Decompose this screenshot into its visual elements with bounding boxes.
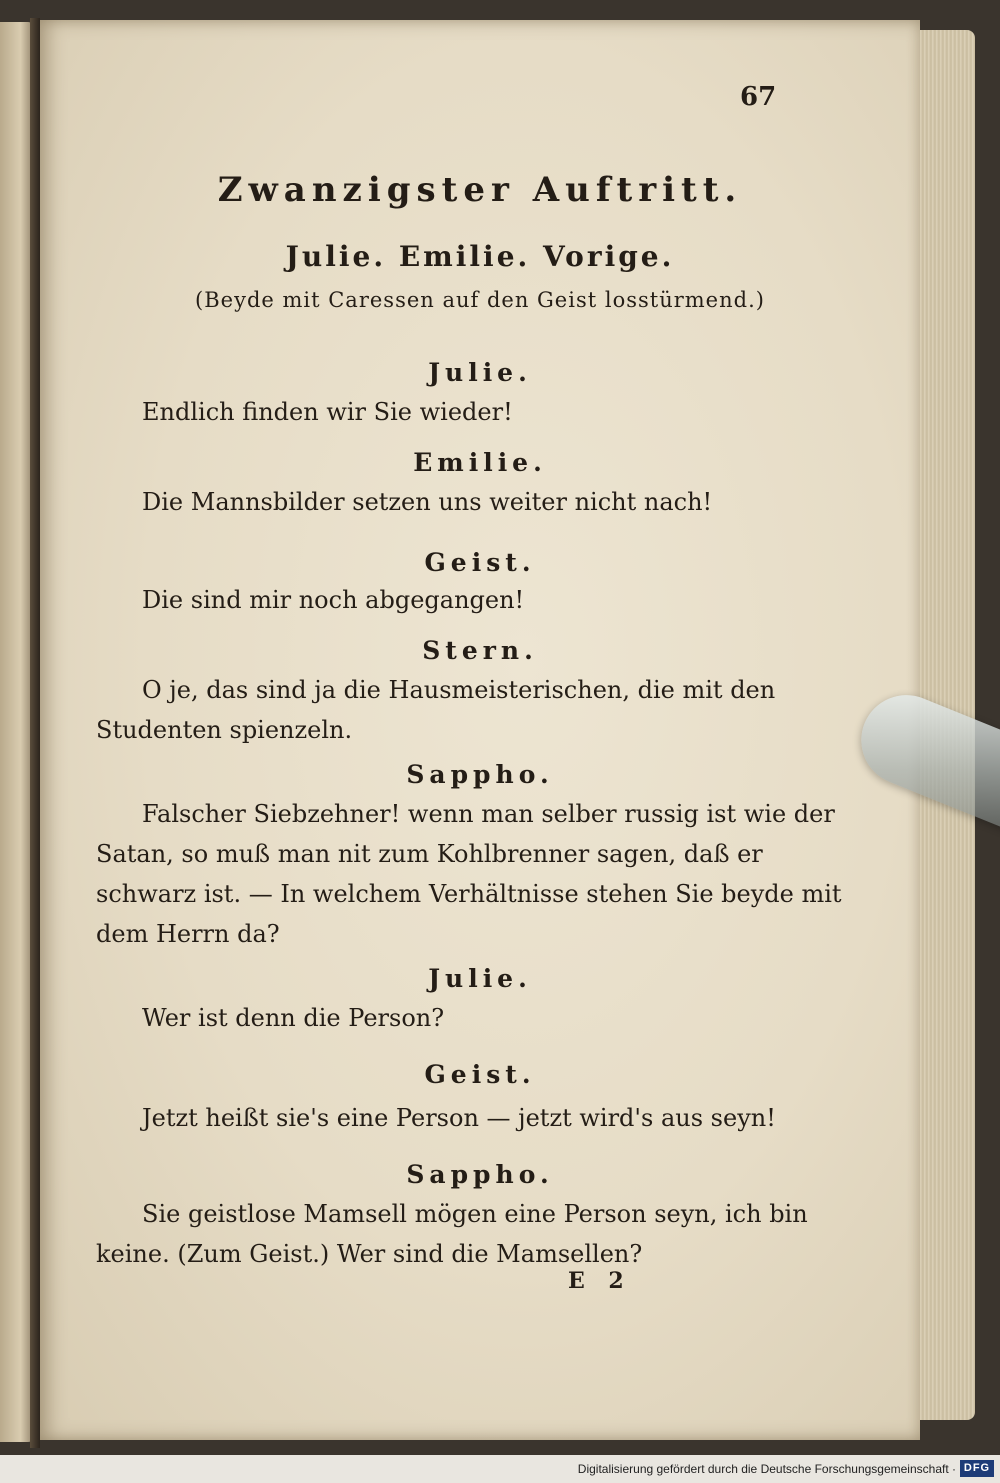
speaker-name: Julie. [428, 964, 532, 993]
dialogue-line: schwarz ist. — In welchem Verhältnisse stehen Sie beyde mit [96, 880, 842, 908]
dialogue-line: dem Herrn da? [96, 920, 280, 948]
book-spine [30, 18, 40, 1448]
character-list: Julie. Emilie. Vorige. [285, 240, 675, 273]
speaker-name: Emilie. [413, 448, 547, 477]
funding-notice: Digitalisierung gefördert durch die Deutsche Forschungsgemeinschaft · [577, 1462, 956, 1476]
dialogue-line: keine. (Zum Geist.) Wer sind die Mamsellen? [96, 1240, 643, 1268]
dialogue-line: Die sind mir noch abgegangen! [142, 586, 525, 614]
speaker-name: Stern. [422, 636, 538, 665]
dialogue-line: Falscher Siebzehner! wenn man selber russig ist wie der [142, 800, 835, 828]
dialogue-line: Endlich finden wir Sie wieder! [142, 398, 513, 426]
speaker-name: Geist. [424, 548, 536, 577]
dialogue-line: Studenten spienzeln. [96, 716, 353, 744]
dialogue-line: Jetzt heißt sie's eine Person — jetzt wird's aus seyn! [142, 1104, 776, 1132]
speaker-name: Geist. [424, 1060, 536, 1089]
stage-direction: (Beyde mit Caressen auf den Geist losstürmend.) [195, 288, 765, 312]
scene-title: Zwanzigster Auftritt. [217, 170, 743, 210]
dialogue-line: Sie geistlose Mamsell mögen eine Person seyn, ich bin [142, 1200, 808, 1228]
speaker-name: Sappho. [406, 1160, 554, 1189]
dialogue-line: O je, das sind ja die Hausmeisterischen, die mit den [142, 676, 776, 704]
dfg-logo-icon: DFG [960, 1460, 994, 1477]
dialogue-line: Wer ist denn die Person? [142, 1004, 445, 1032]
page-number: 67 [740, 82, 777, 112]
footer-bar [0, 1455, 1000, 1483]
dialogue-line: Die Mannsbilder setzen uns weiter nicht nach! [142, 488, 713, 516]
speaker-name: Sappho. [406, 760, 554, 789]
left-page-edge [0, 22, 34, 1442]
book-page [40, 20, 920, 1440]
catchword: E 2 [568, 1268, 632, 1294]
dialogue-line: Satan, so muß man nit zum Kohlbrenner sagen, daß er [96, 840, 763, 868]
speaker-name: Julie. [428, 358, 532, 387]
